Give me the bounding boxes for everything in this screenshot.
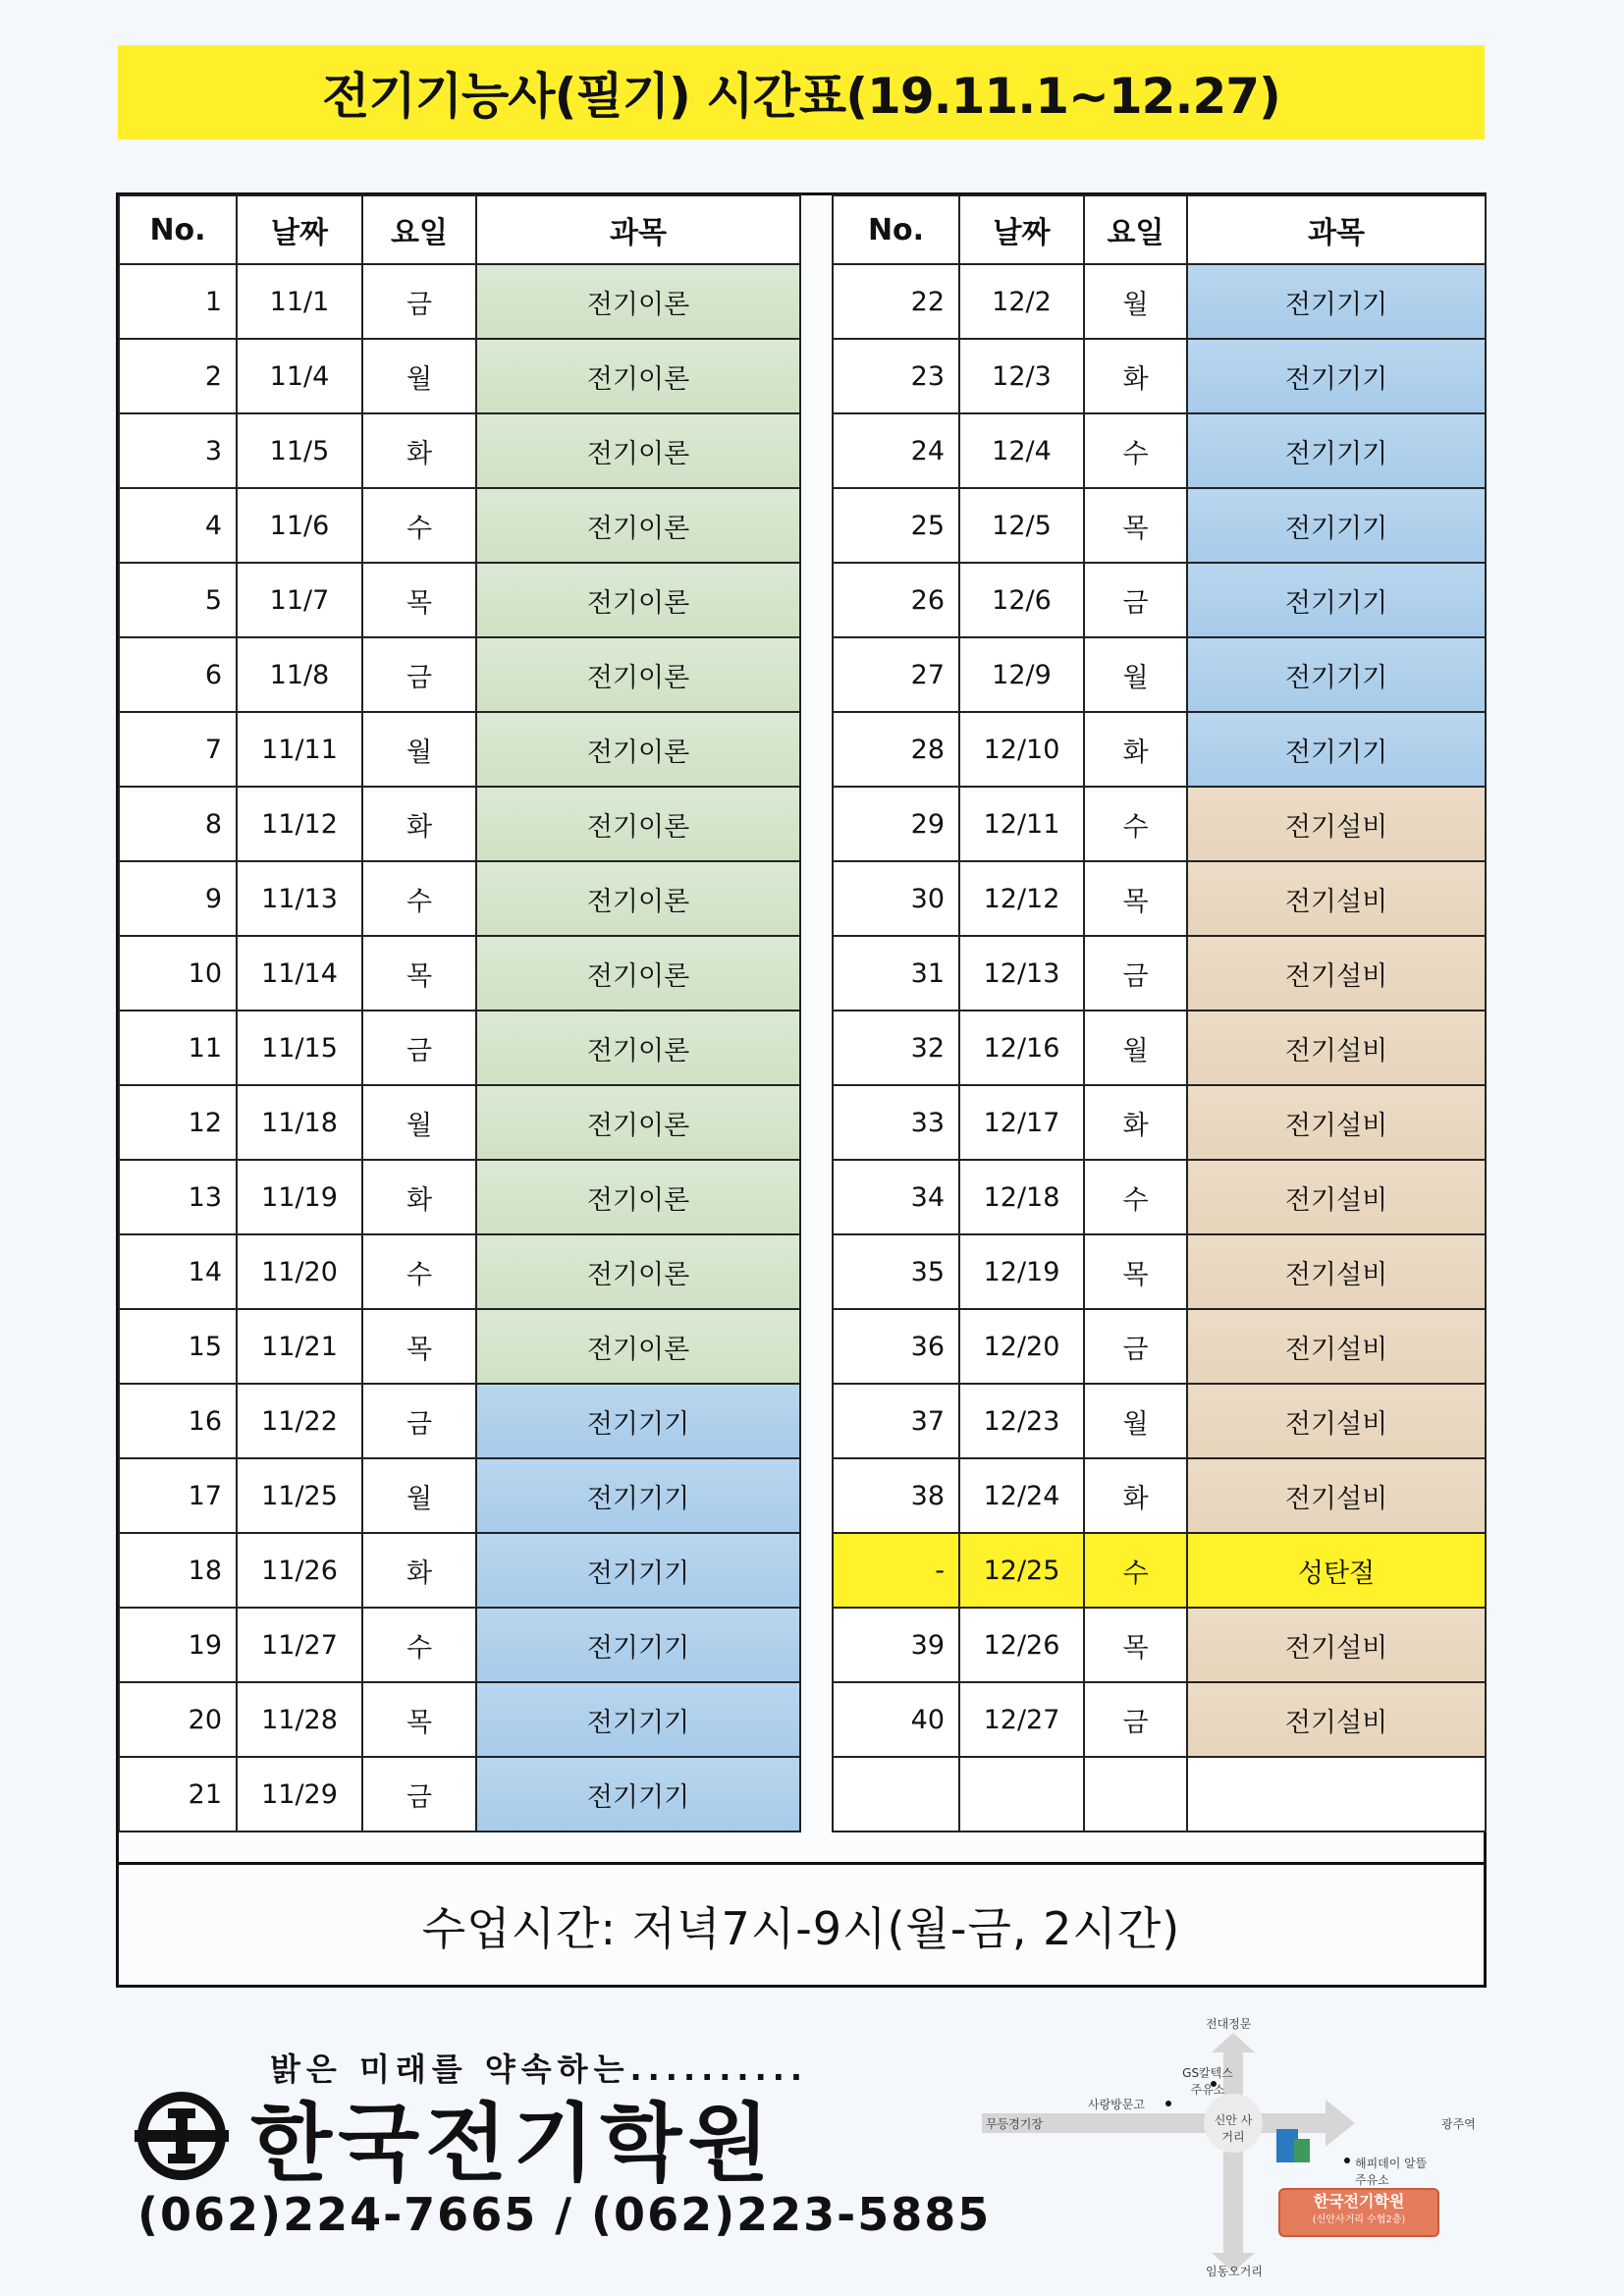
- cell-date: 12/10: [959, 712, 1084, 787]
- cell-subject: 전기기기: [476, 1533, 800, 1608]
- cell-day: 금: [1084, 563, 1187, 637]
- cell-day: 월: [362, 1085, 476, 1160]
- schedule-table-right: [832, 194, 1487, 1832]
- cell-day: 화: [1084, 712, 1187, 787]
- cell-no: 9: [119, 861, 237, 936]
- table-row: [833, 264, 1486, 339]
- cell-no: 30: [833, 861, 959, 936]
- cell-date: 11/4: [237, 339, 362, 413]
- cell-day: 수: [1084, 413, 1187, 488]
- cell-date: 12/24: [959, 1458, 1084, 1533]
- cell-no: 28: [833, 712, 959, 787]
- cell-date: 12/20: [959, 1309, 1084, 1384]
- cell-date: 11/20: [237, 1234, 362, 1309]
- col-header-day: 요일: [1084, 195, 1187, 264]
- cell-date: 11/21: [237, 1309, 362, 1384]
- academy-logo-row: [123, 2082, 776, 2193]
- cell-no: 37: [833, 1384, 959, 1458]
- cell-subject: 전기기기: [1187, 488, 1486, 563]
- schedule-table-left: [118, 194, 801, 1832]
- cell-subject: 전기설비: [1187, 1384, 1486, 1458]
- table-row: [833, 936, 1486, 1011]
- cell-date: 11/8: [237, 637, 362, 712]
- cell-date: 11/14: [237, 936, 362, 1011]
- cell-no: 18: [119, 1533, 237, 1608]
- table-row: [119, 1608, 800, 1682]
- table-row: [119, 488, 800, 563]
- map-label-sarang: 사랑방문고: [1088, 2098, 1145, 2111]
- cell-subject: 전기기기: [1187, 413, 1486, 488]
- cell-date: 11/26: [237, 1533, 362, 1608]
- cell-no: 7: [119, 712, 237, 787]
- table-row: [119, 1384, 800, 1458]
- col-header-subject: 과목: [1187, 195, 1486, 264]
- cell-no: -: [833, 1533, 959, 1608]
- map-label-north: 전대정문: [1206, 2017, 1252, 2031]
- cell-subject: 전기이론: [476, 1160, 800, 1234]
- col-header-day: 요일: [362, 195, 476, 264]
- col-header-no: No.: [119, 195, 237, 264]
- cell-subject: 전기기기: [476, 1757, 800, 1831]
- cell-no: 12: [119, 1085, 237, 1160]
- col-header-date: 날짜: [959, 195, 1084, 264]
- page-title: 전기기능사(필기) 시간표(19.11.1~12.27): [118, 45, 1485, 139]
- table-row: [119, 861, 800, 936]
- cell-date: 12/4: [959, 413, 1084, 488]
- cell-day: 수: [362, 861, 476, 936]
- table-row: [833, 339, 1486, 413]
- phone-numbers: (062)224-7665 / (062)223-5885: [137, 2188, 992, 2241]
- cell-no: 10: [119, 936, 237, 1011]
- cell-day: 목: [1084, 861, 1187, 936]
- cell-day: 목: [1084, 1608, 1187, 1682]
- table-row: [833, 1309, 1486, 1384]
- map-label-gs: GS칼텍스 주유소: [1182, 2066, 1233, 2097]
- cell-subject: 전기이론: [476, 637, 800, 712]
- table-row: [119, 413, 800, 488]
- cell-date: 12/12: [959, 861, 1084, 936]
- cell-subject: 전기기기: [476, 1384, 800, 1458]
- cell-date: 11/12: [237, 787, 362, 861]
- academy-logo-icon: [123, 2087, 241, 2185]
- cell-no: 23: [833, 339, 959, 413]
- cell-no: 33: [833, 1085, 959, 1160]
- cell-subject: 전기기기: [1187, 637, 1486, 712]
- cell-subject: 전기설비: [1187, 1011, 1486, 1085]
- schedule-body-left: [119, 264, 800, 1831]
- table-row: [119, 936, 800, 1011]
- holiday-row: [833, 1533, 1486, 1608]
- cell-no: 17: [119, 1458, 237, 1533]
- cell-day: 수: [1084, 787, 1187, 861]
- cell-date: 12/16: [959, 1011, 1084, 1085]
- cell-subject: 전기설비: [1187, 1160, 1486, 1234]
- cell-no: 35: [833, 1234, 959, 1309]
- table-row: [833, 637, 1486, 712]
- cell-day: 금: [362, 264, 476, 339]
- map-label-center: 신안 사거리: [1214, 2113, 1253, 2144]
- cell-no: 39: [833, 1608, 959, 1682]
- cell-no: 14: [119, 1234, 237, 1309]
- cell-no: 32: [833, 1011, 959, 1085]
- col-header-no: No.: [833, 195, 959, 264]
- cell-date: [959, 1757, 1084, 1831]
- cell-no: 20: [119, 1682, 237, 1757]
- cell-date: 12/26: [959, 1608, 1084, 1682]
- map-academy-badge: [1278, 2188, 1439, 2237]
- cell-day: 목: [362, 1309, 476, 1384]
- cell-day: 화: [1084, 1085, 1187, 1160]
- cell-no: 13: [119, 1160, 237, 1234]
- table-row: [119, 264, 800, 339]
- cell-date: 12/23: [959, 1384, 1084, 1458]
- cell-date: 12/2: [959, 264, 1084, 339]
- cell-date: 11/5: [237, 413, 362, 488]
- cell-day: 목: [362, 563, 476, 637]
- cell-day: 목: [362, 1682, 476, 1757]
- table-row: [119, 1011, 800, 1085]
- cell-subject: 전기이론: [476, 1011, 800, 1085]
- cell-no: 4: [119, 488, 237, 563]
- table-row: [833, 1234, 1486, 1309]
- class-time-note: 수업시간: 저녁7시-9시(월-금, 2시간): [421, 1902, 1181, 1955]
- cell-day: 목: [1084, 488, 1187, 563]
- cell-date: 12/3: [959, 339, 1084, 413]
- cell-day: 목: [1084, 1234, 1187, 1309]
- cell-no: 22: [833, 264, 959, 339]
- academy-name: 한국전기학원: [250, 2095, 776, 2193]
- cell-subject: 전기설비: [1187, 1309, 1486, 1384]
- cell-subject: 전기기기: [1187, 563, 1486, 637]
- table-row: [833, 563, 1486, 637]
- cell-day: 목: [362, 936, 476, 1011]
- cell-subject: 전기설비: [1187, 787, 1486, 861]
- cell-no: 26: [833, 563, 959, 637]
- cell-no: 3: [119, 413, 237, 488]
- map-label-south: 임동오거리: [1206, 2265, 1263, 2278]
- table-row: [833, 1757, 1486, 1831]
- table-row: [119, 563, 800, 637]
- table-row: [833, 1458, 1486, 1533]
- cell-no: 8: [119, 787, 237, 861]
- cell-day: 금: [1084, 936, 1187, 1011]
- cell-no: 40: [833, 1682, 959, 1757]
- cell-subject: 전기설비: [1187, 1085, 1486, 1160]
- schedule-body-right: [833, 264, 1486, 1831]
- header-row: [833, 195, 1486, 264]
- cell-subject: 전기이론: [476, 563, 800, 637]
- cell-date: 11/11: [237, 712, 362, 787]
- cell-no: 27: [833, 637, 959, 712]
- map-roads: [982, 2013, 1492, 2278]
- cell-subject: 전기설비: [1187, 1234, 1486, 1309]
- map-label-happy: 해피데이 알뜰주유소: [1355, 2157, 1428, 2187]
- table-row: [119, 1682, 800, 1757]
- table-row: [119, 339, 800, 413]
- map-label-east: 광주역: [1441, 2117, 1476, 2131]
- cell-no: [833, 1757, 959, 1831]
- cell-date: 11/18: [237, 1085, 362, 1160]
- table-row: [119, 712, 800, 787]
- cell-date: 12/9: [959, 637, 1084, 712]
- cell-day: 금: [362, 1757, 476, 1831]
- cell-no: 16: [119, 1384, 237, 1458]
- location-map: [982, 2013, 1492, 2278]
- cell-day: 금: [362, 1011, 476, 1085]
- map-label-west: 무등경기장: [986, 2117, 1043, 2131]
- cell-day: 월: [1084, 1011, 1187, 1085]
- cell-subject: 전기이론: [476, 1234, 800, 1309]
- cell-subject: 전기이론: [476, 264, 800, 339]
- cell-day: [1084, 1757, 1187, 1831]
- cell-date: 12/19: [959, 1234, 1084, 1309]
- cell-day: 화: [362, 413, 476, 488]
- cell-day: 화: [362, 787, 476, 861]
- cell-subject: 전기기기: [1187, 712, 1486, 787]
- cell-no: 19: [119, 1608, 237, 1682]
- cell-day: 월: [362, 339, 476, 413]
- cell-day: 화: [362, 1160, 476, 1234]
- cell-date: 12/5: [959, 488, 1084, 563]
- cell-subject: 전기이론: [476, 861, 800, 936]
- table-row: [119, 1234, 800, 1309]
- col-header-date: 날짜: [237, 195, 362, 264]
- cell-date: 11/1: [237, 264, 362, 339]
- cell-subject: 전기기기: [476, 1682, 800, 1757]
- cell-no: 25: [833, 488, 959, 563]
- cell-no: 6: [119, 637, 237, 712]
- cell-date: 11/28: [237, 1682, 362, 1757]
- cell-subject: [1187, 1757, 1486, 1831]
- table-row: [833, 1011, 1486, 1085]
- cell-day: 금: [362, 637, 476, 712]
- cell-day: 화: [362, 1533, 476, 1608]
- header-row: [119, 195, 800, 264]
- cell-no: 29: [833, 787, 959, 861]
- table-row: [833, 1608, 1486, 1682]
- cell-no: 24: [833, 413, 959, 488]
- cell-date: 12/13: [959, 936, 1084, 1011]
- table-row: [833, 712, 1486, 787]
- cell-no: 11: [119, 1011, 237, 1085]
- table-row: [119, 1757, 800, 1831]
- cell-date: 12/27: [959, 1682, 1084, 1757]
- table-row: [833, 787, 1486, 861]
- table-row: [119, 1085, 800, 1160]
- cell-date: 11/27: [237, 1608, 362, 1682]
- cell-day: 수: [362, 1608, 476, 1682]
- cell-subject: 전기설비: [1187, 861, 1486, 936]
- map-badge-label: 한국전기학원: [1313, 2192, 1405, 2211]
- map-badge-sub: (신안사거리 수협2층): [1312, 2214, 1406, 2225]
- cell-subject: 전기이론: [476, 339, 800, 413]
- cell-no: 21: [119, 1757, 237, 1831]
- cell-subject: 전기설비: [1187, 936, 1486, 1011]
- cell-date: 11/29: [237, 1757, 362, 1831]
- slogan: 밝은 미래를 약속하는..........: [270, 2050, 809, 2088]
- table-row: [119, 1309, 800, 1384]
- cell-subject: 전기이론: [476, 488, 800, 563]
- cell-no: 15: [119, 1309, 237, 1384]
- cell-date: 12/25: [959, 1533, 1084, 1608]
- cell-subject: 전기기기: [476, 1458, 800, 1533]
- cell-day: 월: [1084, 637, 1187, 712]
- cell-subject: 전기설비: [1187, 1608, 1486, 1682]
- table-row: [833, 1160, 1486, 1234]
- cell-date: 11/19: [237, 1160, 362, 1234]
- cell-day: 화: [1084, 1458, 1187, 1533]
- cell-subject: 전기이론: [476, 1309, 800, 1384]
- cell-day: 화: [1084, 339, 1187, 413]
- cell-no: 1: [119, 264, 237, 339]
- cell-subject: 전기이론: [476, 936, 800, 1011]
- cell-day: 월: [362, 712, 476, 787]
- cell-day: 월: [362, 1458, 476, 1533]
- cell-day: 금: [362, 1384, 476, 1458]
- cell-subject: 전기이론: [476, 787, 800, 861]
- cell-subject: 전기기기: [1187, 339, 1486, 413]
- cell-date: 11/25: [237, 1458, 362, 1533]
- cell-date: 11/6: [237, 488, 362, 563]
- cell-subject: 전기설비: [1187, 1458, 1486, 1533]
- cell-subject: 전기설비: [1187, 1682, 1486, 1757]
- cell-subject: 전기이론: [476, 712, 800, 787]
- table-row: [833, 1682, 1486, 1757]
- cell-subject: 전기기기: [476, 1608, 800, 1682]
- cell-date: 11/15: [237, 1011, 362, 1085]
- cell-no: 31: [833, 936, 959, 1011]
- cell-no: 2: [119, 339, 237, 413]
- cell-date: 11/7: [237, 563, 362, 637]
- table-row: [833, 488, 1486, 563]
- table-row: [119, 1458, 800, 1533]
- table-row: [833, 861, 1486, 936]
- cell-subject: 전기이론: [476, 413, 800, 488]
- cell-date: 12/17: [959, 1085, 1084, 1160]
- cell-no: 36: [833, 1309, 959, 1384]
- cell-day: 금: [1084, 1309, 1187, 1384]
- table-row: [119, 637, 800, 712]
- table-row: [119, 787, 800, 861]
- cell-day: 수: [1084, 1533, 1187, 1608]
- table-row: [119, 1533, 800, 1608]
- cell-date: 11/13: [237, 861, 362, 936]
- cell-date: 12/18: [959, 1160, 1084, 1234]
- cell-day: 수: [1084, 1160, 1187, 1234]
- cell-no: 5: [119, 563, 237, 637]
- cell-date: 11/22: [237, 1384, 362, 1458]
- col-header-subject: 과목: [476, 195, 800, 264]
- divider: [116, 1862, 1487, 1865]
- table-row: [119, 1160, 800, 1234]
- cell-no: 34: [833, 1160, 959, 1234]
- cell-date: 12/11: [959, 787, 1084, 861]
- table-row: [833, 413, 1486, 488]
- cell-subject: 성탄절: [1187, 1533, 1486, 1608]
- cell-no: 38: [833, 1458, 959, 1533]
- cell-day: 수: [362, 1234, 476, 1309]
- table-row: [833, 1085, 1486, 1160]
- cell-subject: 전기이론: [476, 1085, 800, 1160]
- cell-date: 12/6: [959, 563, 1084, 637]
- cell-day: 수: [362, 488, 476, 563]
- cell-day: 금: [1084, 1682, 1187, 1757]
- cell-subject: 전기기기: [1187, 264, 1486, 339]
- table-row: [833, 1384, 1486, 1458]
- cell-day: 월: [1084, 1384, 1187, 1458]
- cell-day: 월: [1084, 264, 1187, 339]
